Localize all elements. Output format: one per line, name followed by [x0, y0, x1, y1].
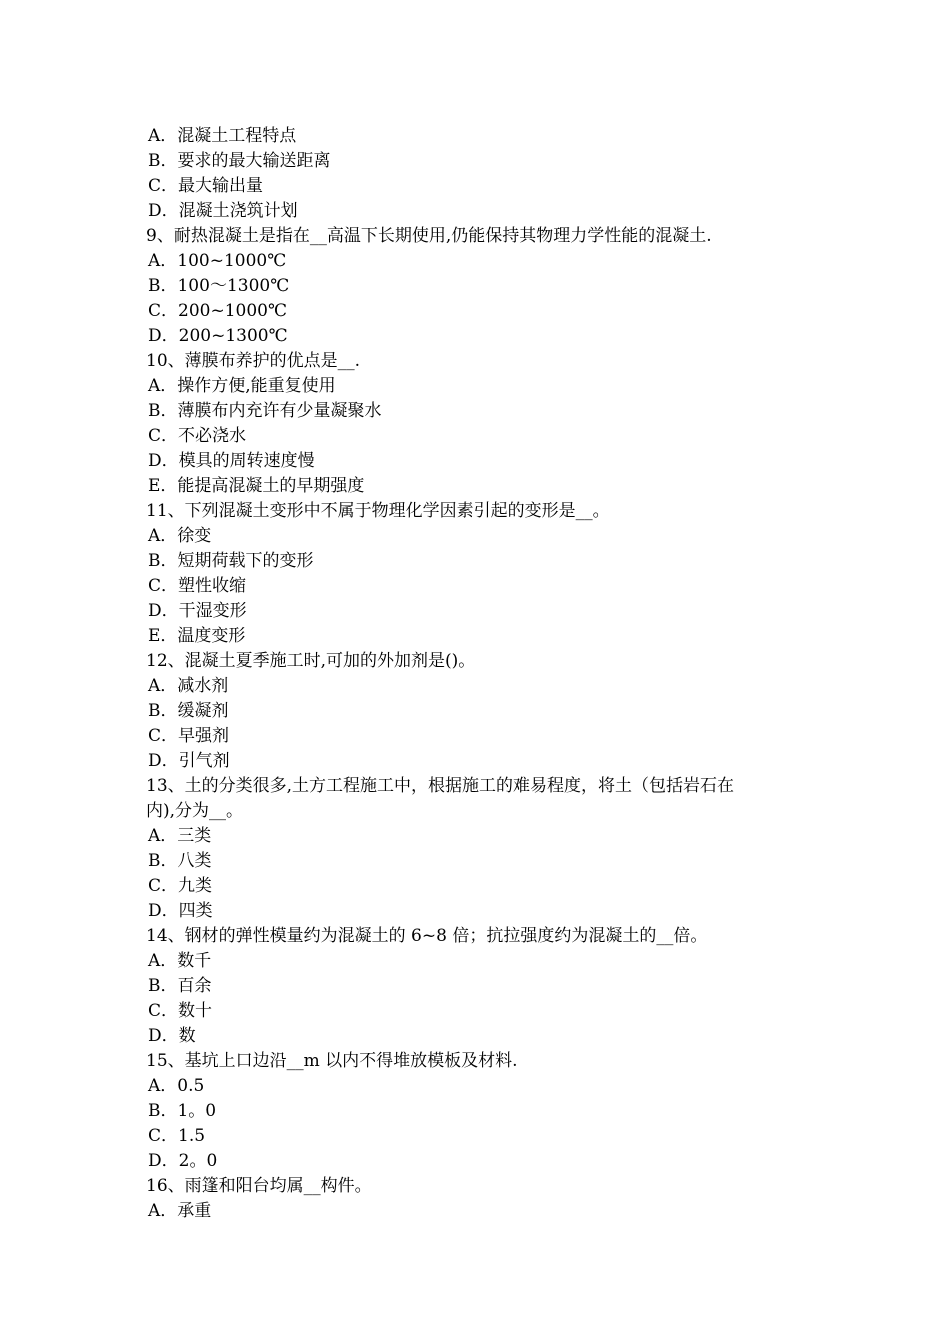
question-text: 16、雨篷和阳台均属__构件。: [146, 1176, 372, 1196]
option-text: D．2。0: [148, 1151, 218, 1171]
option-text: B．薄膜布内充许有少量凝聚水: [148, 401, 382, 421]
option-text: B．八类: [148, 851, 212, 871]
option-text: D．混凝土浇筑计划: [148, 201, 298, 221]
option-text: A．混凝土工程特点: [148, 126, 297, 146]
option-text: C．最大输出量: [148, 176, 264, 196]
option-text: B．短期荷载下的变形: [148, 551, 314, 571]
option-text: D．引气剂: [148, 751, 230, 771]
option-text: D．干湿变形: [148, 601, 247, 621]
question-text: 15、基坑上口边沿__m 以内不得堆放模板及材料.: [146, 1051, 518, 1071]
option-text: A．操作方便,能重复使用: [148, 376, 336, 396]
option-text: A．承重: [148, 1201, 212, 1221]
option-text: D．数: [148, 1026, 196, 1046]
option-text: D．200~1300℃: [148, 326, 288, 346]
document-page: [146, 124, 816, 1224]
question-text: 11、下列混凝土变形中不属于物理化学因素引起的变形是__。: [146, 501, 610, 521]
question-text-continued: 内),分为__。: [146, 801, 244, 821]
option-text: B．1。0: [148, 1101, 217, 1121]
option-text: C．200~1000℃: [148, 301, 287, 321]
option-text: A．徐变: [148, 526, 212, 546]
question-text: 10、薄膜布养护的优点是__.: [146, 351, 361, 371]
option-text: D．四类: [148, 901, 213, 921]
option-text: E．温度变形: [148, 626, 246, 646]
question-text: 13、土的分类很多,土方工程施工中，根据施工的难易程度，将土（包括岩石在: [146, 776, 735, 796]
option-text: A．0.5: [148, 1076, 205, 1096]
question-text: 12、混凝土夏季施工时,可加的外加剂是()。: [146, 651, 476, 671]
option-text: B．缓凝剂: [148, 701, 229, 721]
option-text: C．不必浇水: [148, 426, 247, 446]
option-text: A．数千: [148, 951, 212, 971]
option-text: C．数十: [148, 1001, 213, 1021]
option-text: B．100～1300℃: [148, 276, 290, 296]
option-text: C．九类: [148, 876, 213, 896]
option-text: B．百余: [148, 976, 212, 996]
question-text: 14、钢材的弹性模量约为混凝土的 6~8 倍；抗拉强度约为混凝土的__倍。: [146, 926, 708, 946]
option-text: C．塑性收缩: [148, 576, 247, 596]
option-text: A．减水剂: [148, 676, 229, 696]
option-text: A．100~1000℃: [148, 251, 287, 271]
option-text: E．能提高混凝土的早期强度: [148, 476, 365, 496]
question-text: 9、耐热混凝土是指在__高温下长期使用,仍能保持其物理力学性能的混凝土.: [146, 226, 712, 246]
option-text: C．早强剂: [148, 726, 230, 746]
option-text: C．1.5: [148, 1126, 206, 1146]
option-text: A．三类: [148, 826, 212, 846]
option-text: B．要求的最大输送距离: [148, 151, 331, 171]
option-text: D．模具的周转速度慢: [148, 451, 315, 471]
